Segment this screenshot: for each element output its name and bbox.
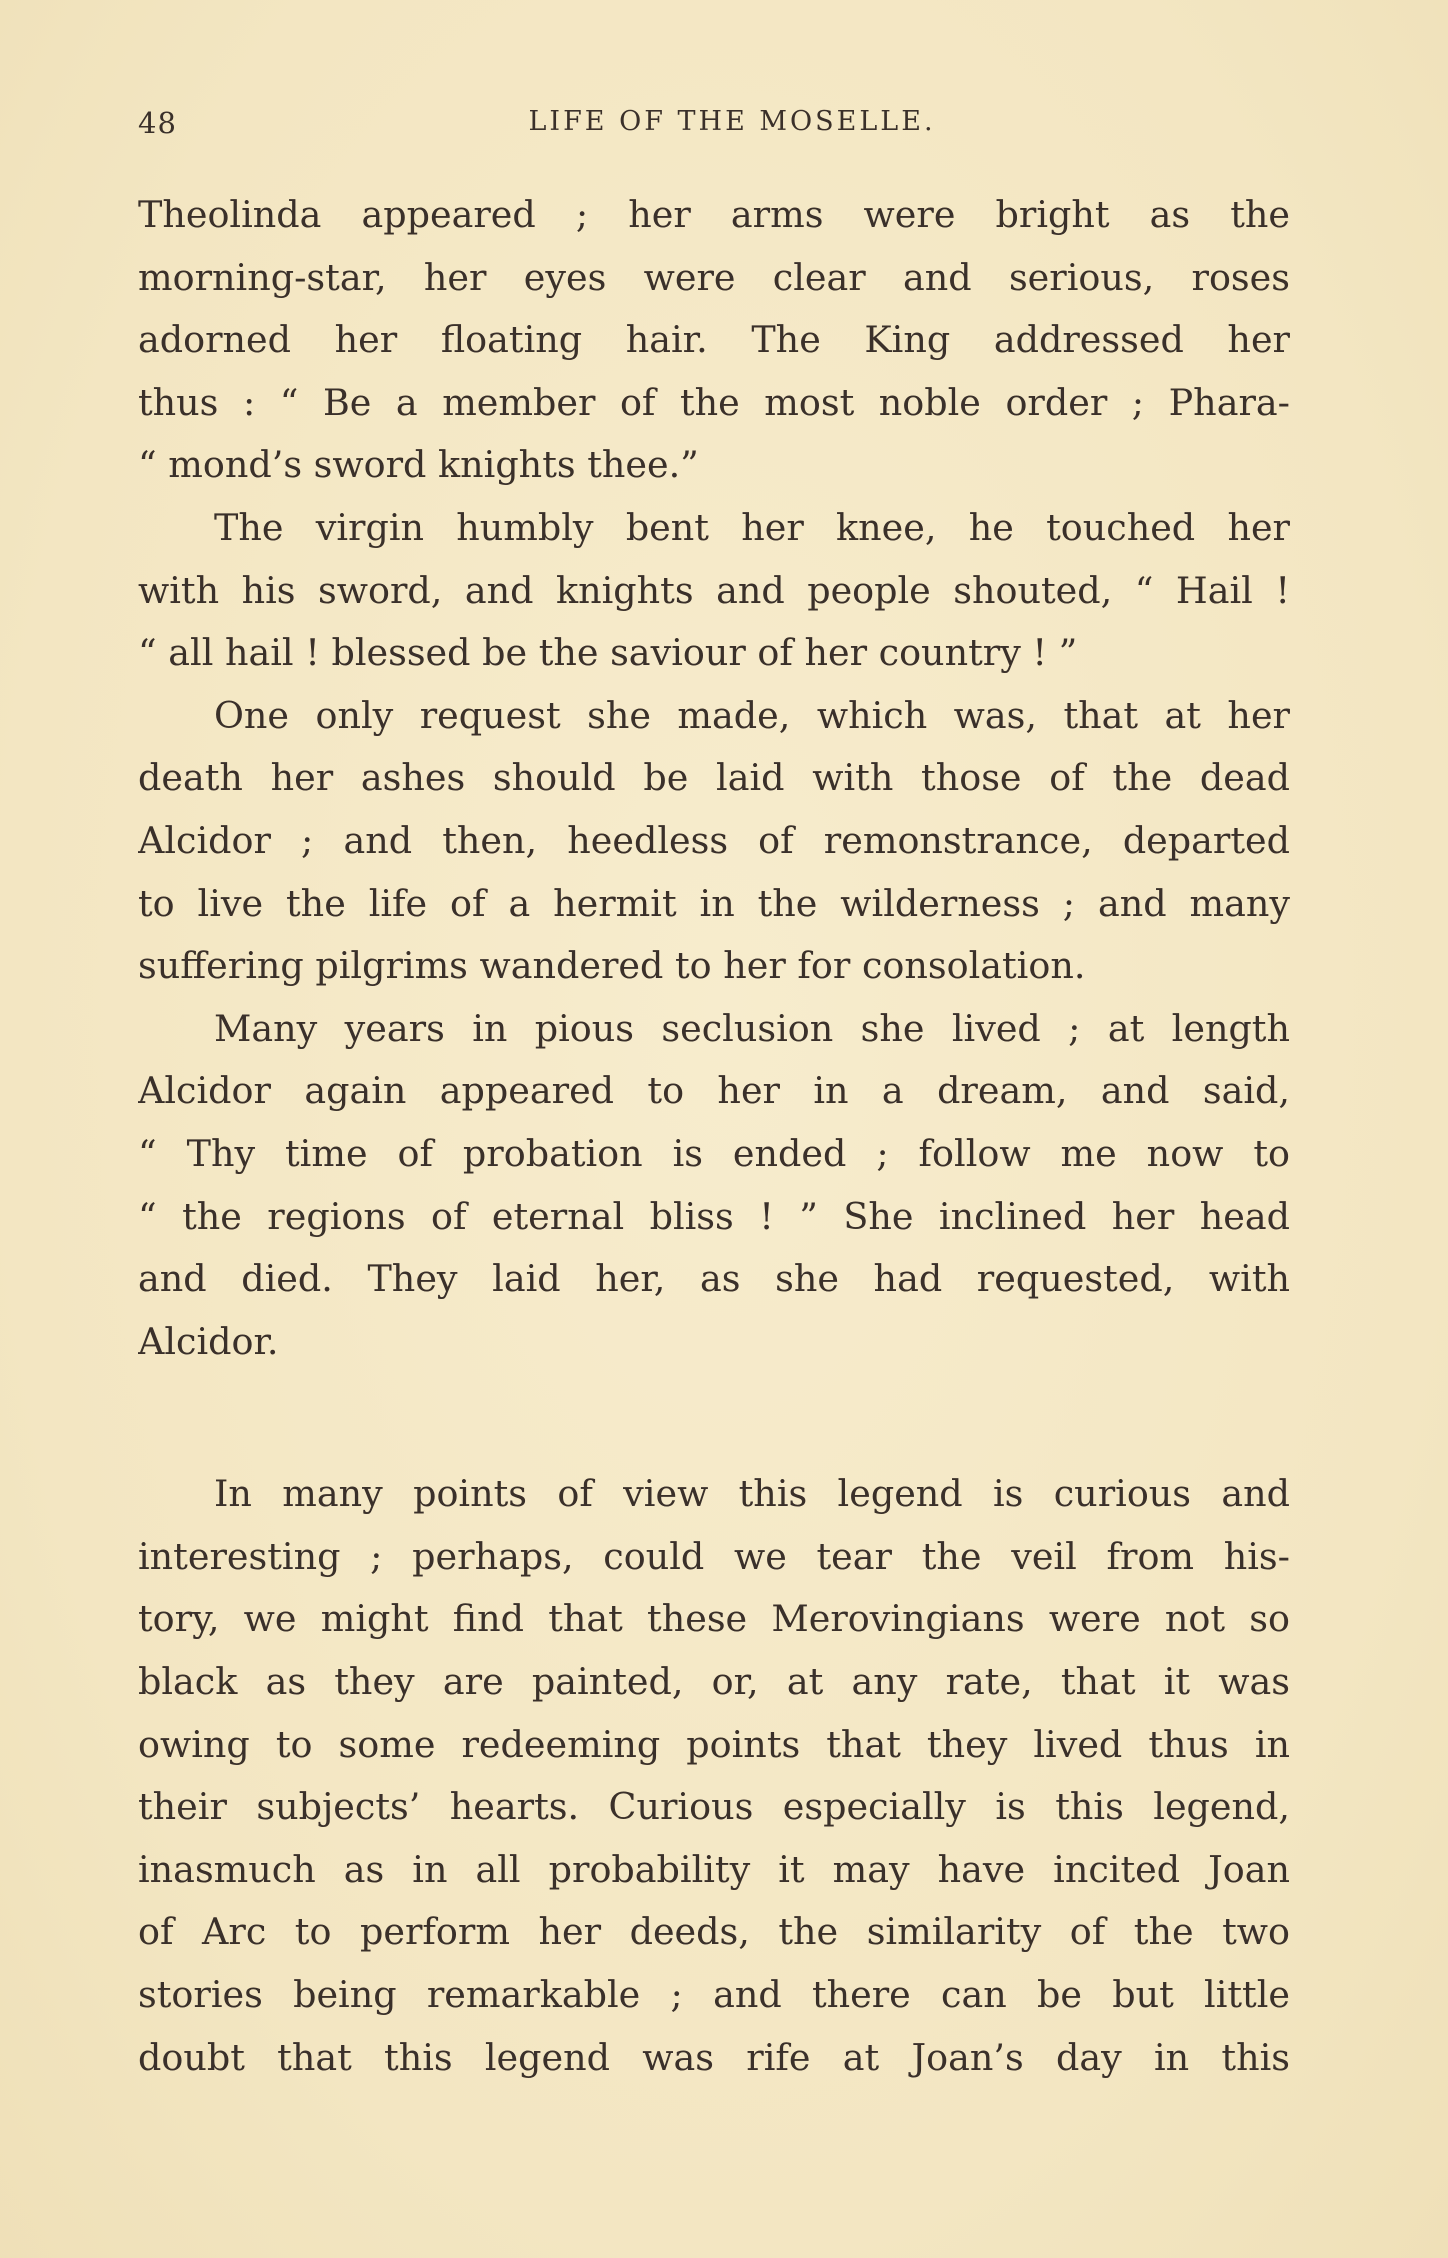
paragraph	[138, 998, 1290, 1374]
paragraph	[138, 184, 1290, 497]
paragraph	[138, 497, 1290, 685]
page-number: 48	[138, 106, 177, 140]
text-line: suffering pilgrims wandered to her for consolation.	[138, 944, 1086, 988]
paragraph	[138, 1463, 1290, 2089]
text-line: of Arc to perform her deeds, the similarity of the two	[138, 1910, 1290, 1954]
text-line: adorned her floating hair. The King addressed her	[138, 318, 1290, 362]
text-line: their subjects’ hearts. Curious especially is this legend,	[138, 1785, 1290, 1829]
text-line: thus : “ Be a member of the most noble order ; Phara-	[138, 380, 1290, 424]
text-line: In many points of view this legend is curious and	[214, 1472, 1290, 1516]
text-line: “ Thy time of probation is ended ; follow me now to	[138, 1131, 1290, 1175]
text-line: Alcidor ; and then, heedless of remonstrance, departed	[138, 818, 1290, 862]
text-line: Alcidor.	[138, 1319, 279, 1363]
body-text	[138, 184, 1290, 2089]
paragraph	[138, 685, 1290, 998]
text-line: “ all hail ! blessed be the saviour of her country ! ”	[138, 631, 1078, 675]
text-line: death her ashes should be laid with those of the dead	[138, 756, 1290, 800]
running-title: LIFE OF THE MOSELLE.	[528, 106, 936, 137]
text-line: interesting ; perhaps, could we tear the veil from his-	[138, 1534, 1290, 1578]
text-line: The virgin humbly bent her knee, he touched her	[214, 505, 1290, 549]
text-line: “ mond’s sword knights thee.”	[138, 443, 699, 487]
text-line: Alcidor again appeared to her in a dream, and said,	[138, 1069, 1290, 1113]
text-line: morning-star, her eyes were clear and serious, roses	[138, 255, 1290, 299]
text-line: One only request she made, which was, that at her	[214, 693, 1290, 737]
text-line: with his sword, and knights and people shouted, “ Hail !	[138, 568, 1290, 612]
text-line: and died. They laid her, as she had requested, with	[138, 1257, 1290, 1301]
running-head	[138, 106, 1290, 146]
text-line: tory, we might find that these Merovingians were not so	[138, 1597, 1290, 1641]
text-line: Theolinda appeared ; her arms were bright as the	[138, 193, 1290, 236]
text-line: inasmuch as in all probability it may have incited Joan	[138, 1847, 1290, 1891]
text-line: doubt that this legend was rife at Joan’s day in this	[138, 2035, 1290, 2079]
text-line: Many years in pious seclusion she lived ; at length	[214, 1006, 1290, 1050]
text-line: to live the life of a hermit in the wilderness ; and many	[138, 881, 1290, 925]
text-line: owing to some redeeming points that they lived thus in	[138, 1722, 1290, 1766]
text-line: stories being remarkable ; and there can be but little	[138, 1973, 1290, 2017]
text-line: black as they are painted, or, at any rate, that it was	[138, 1660, 1290, 1704]
text-line: “ the regions of eternal bliss ! ” She inclined her head	[138, 1194, 1290, 1238]
section-break	[138, 1373, 1290, 1463]
